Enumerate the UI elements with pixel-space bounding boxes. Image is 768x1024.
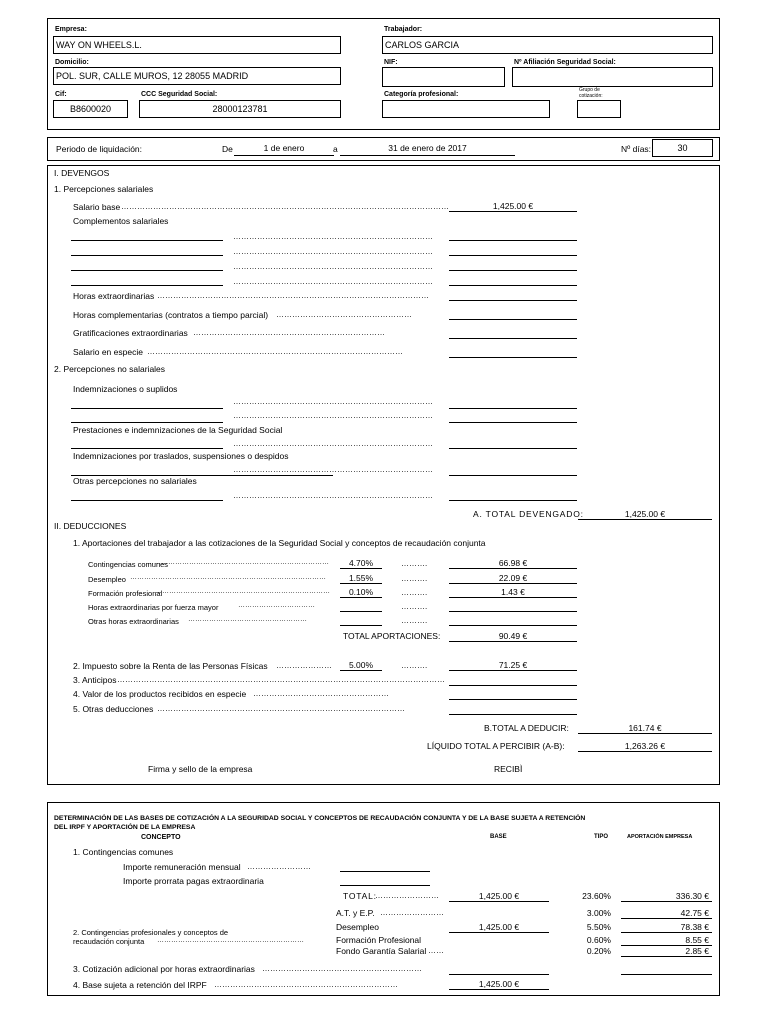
he-otras-value-line [449,625,577,626]
complemento-value-line [449,285,577,286]
total-aportaciones-label: TOTAL APORTACIONES: [343,631,441,641]
prorrata-line [340,885,430,886]
periodo-hasta-line [340,155,515,156]
desempleo-value-line [449,583,577,584]
irpf-bases-base[interactable]: 1,425.00 € [478,979,520,989]
bases-total-dots: …………………… [375,891,439,900]
total-aportaciones-line [449,641,577,642]
periodo-desde-line [234,155,334,156]
total-deducir-value[interactable]: 161.74 € [628,723,662,733]
complemento-name-line [71,240,223,241]
prorrata-label: Importe prorrata pagas extraordinaria [123,876,264,886]
periodo-a-label: a [333,144,338,154]
especie-label: Salario en especie [73,347,143,357]
bases-total-base-line [449,901,549,902]
cc-label: Contingencias comunes [88,560,169,569]
cp-label-2: recaudación conjunta [73,937,145,946]
fp-bases-tipo[interactable]: 0.60% [586,935,611,945]
horas-bases-dots: …………………………………………………… [262,964,422,973]
ccc-field[interactable]: 28000123781 [139,100,341,118]
otras-percepciones-label: Otras percepciones no salariales [73,476,197,486]
periodo-hasta[interactable]: 31 de enero de 2017 [388,143,467,153]
cp-dots: ……………………………………………………… [157,937,304,944]
grupo-label-1: Grupo de [579,87,600,93]
remuneracion-label: Importe remuneración mensual [123,862,241,872]
irpf-label: 2. Impuesto sobre la Renta de las Personas Físicas [73,661,268,671]
fp-dots: ………………………………………………………………… [155,588,330,595]
total-deducir-label: B.TOTAL A DEDUCIR: [484,723,569,733]
cc-pct-line [340,568,382,569]
cc-value[interactable]: 66.98 € [498,558,528,568]
horas-bases-base-line [449,974,549,975]
he-fuerza-dots-short: ………. [401,602,428,611]
desempleo-pct-line [340,583,382,584]
indemnizaciones-value-line [449,408,577,409]
col-concepto: CONCEPTO [141,834,181,841]
bases-total-base[interactable]: 1,425.00 € [478,891,520,901]
complemento-dots: ………………………………………………………………… [233,277,433,286]
fogasa-dots: …… [428,946,444,955]
total-devengado-label: A. TOTAL DEVENGADO: [473,509,584,519]
cif-label: Cif: [55,91,67,98]
trabajador-label: Trabajador: [384,26,423,33]
firma-label: Firma y sello de la empresa [148,764,253,774]
complementos-label: Complementos salariales [73,216,169,226]
nif-label: NIF: [384,59,398,66]
especie-dots: …………………………………………………………………………………… [147,347,403,356]
complemento-name-line [71,255,223,256]
he-otras-label: Otras horas extraordinarias [88,617,179,626]
domicilio-label: Domicilio: [55,59,89,66]
salariales-title: 1. Percepciones salariales [54,184,154,194]
irpf-bases-dots: …………………………………………………………… [214,980,398,989]
bases-title-1: DETERMINACIÓN DE LAS BASES DE COTIZACIÓN A LA SEGURIDAD SOCIAL Y CONCEPTOS DE RECAUDACIÓN CONJUNTA Y DE LA BASE SUJETA A RETENCIÓN [54,815,586,822]
salario-base-line [449,211,577,212]
desempleo-bases-tipo[interactable]: 5.50% [586,922,611,932]
at-dots: …………………… [380,908,444,917]
devengos-title: I. DEVENGOS [54,168,110,178]
remuneracion-line [340,871,430,872]
he-fuerza-value-line [449,611,577,612]
cp-label-1: 2. Contingencias profesionales y conceptos de [73,928,229,937]
irpf-dots: ………………… [276,661,332,670]
he-otras-pct-line [340,625,382,626]
periodo-desde[interactable]: 1 de enero [263,143,305,153]
desempleo-bases-label: Desempleo [336,922,379,932]
desempleo-bases-aport-line [621,932,712,933]
horas-extra-line [449,300,577,301]
afiliacion-field[interactable] [512,67,713,87]
fogasa-label: Fondo Garantía Salarial [336,946,427,956]
liquido-label: LÍQUIDO TOTAL A PERCIBIR (A-B): [427,741,565,751]
irpf-value[interactable]: 71.25 € [498,660,528,670]
irpf-bases-label: 4. Base sujeta a retención del IRPF [73,980,207,990]
total-aportaciones-value[interactable]: 90.49 € [498,631,528,641]
irpf-bases-base-line [449,989,549,990]
otras-percepciones-name-line [71,500,223,501]
anticipos-dots: …………………………………………………………………………………………………………… [117,675,445,684]
fogasa-tipo[interactable]: 0.20% [586,946,611,956]
anticipos-line [449,685,577,686]
complemento-value-line [449,255,577,256]
domicilio-field[interactable]: POL. SUR, CALLE MUROS, 12 28055 MADRID [53,67,341,85]
cc-dots: …………………………………………………………………… [147,559,329,566]
indemnizaciones-label: Indemnizaciones o suplidos [73,384,178,394]
desempleo-label: Desempleo [88,575,126,584]
periodo-de-label: De [222,144,233,154]
gratificaciones-line [449,338,577,339]
irpf-dots-short: ………. [401,661,428,670]
traslados-dots: ………………………………………………………………… [233,465,433,474]
he-fuerza-dots: …………………………… [238,602,315,609]
complemento-dots: ………………………………………………………………… [233,232,433,241]
irpf-pct[interactable]: 5.00% [348,660,374,670]
desempleo-pct[interactable]: 1.55% [348,573,374,583]
cif-field[interactable]: B8600020 [53,100,128,118]
he-otras-dots: …………………………………………… [188,616,307,623]
indemnizaciones-dots: ………………………………………………………………… [233,397,433,406]
desempleo-dots: ………………………………………………………………………… [130,574,326,581]
complemento-value-line [449,270,577,271]
cc-value-line [449,568,577,569]
ccc-label: CCC Seguridad Social: [141,91,218,98]
at-label: A.T. y E.P. [336,908,375,918]
indemnizaciones-dots: ………………………………………………………………… [233,411,433,420]
gratificaciones-label: Gratificaciones extraordinarias [73,328,188,338]
horas-compl-dots: …………………………………………… [276,310,412,319]
especie-deduccion-label: 4. Valor de los productos recibidos en especie [73,689,247,699]
at-aport[interactable]: 42.75 € [680,908,709,918]
he-fuerza-label: Horas extraordinarias por fuerza mayor [88,603,219,612]
fp-pct-line [340,597,382,598]
total-devengado-line [578,519,712,520]
especie-line [449,357,577,358]
total-devengado-value[interactable]: 1,425.00 € [624,509,666,519]
bases-total-label: TOTAL: [343,891,377,901]
salario-base-dots: …………………………………………………………………………………………………………… [121,202,449,211]
desempleo-value[interactable]: 22.09 € [498,573,528,583]
prestaciones-dots: ………………………………………………………………… [233,439,433,448]
bases-title-2: DEL IRPF Y APORTACIÓN DE LA EMPRESA [54,824,196,831]
horas-bases-aport-line [621,974,712,975]
irpf-pct-line [340,670,382,671]
salario-base-label: Salario base [73,202,121,212]
bases-total-aport-line [621,901,712,902]
gratificaciones-dots: ……………………………………………………………… [193,328,385,337]
col-aportacion: APORTACIÓN EMPRESA [627,834,693,840]
otras-percepciones-dots: ………………………………………………………………… [233,491,433,500]
fp-value[interactable]: 1.43 € [501,587,525,597]
horas-compl-label: Horas complementarias (contratos a tiempo parcial) [73,310,269,320]
fp-dots-short: ………. [401,588,428,597]
liquido-line [578,751,712,752]
bases-total-aport[interactable]: 336.30 € [675,891,709,901]
he-fuerza-pct-line [340,611,382,612]
horas-extra-label: Horas extraordinarias [73,291,155,301]
traslados-value-line [449,475,577,476]
periodo-label: Periodo de liquidación: [56,144,143,154]
total-deducir-line [578,733,712,734]
recibi-label: RECIBÌ [494,764,523,774]
otras-deducciones-line [449,714,577,715]
especie-deduccion-line [449,699,577,700]
horas-extra-dots: ………………………………………………………………………………………… [157,291,429,300]
trabajador-field[interactable]: CARLOS GARCIA [382,36,713,54]
fp-bases-aport[interactable]: 8.55 € [685,935,709,945]
complemento-name-line [71,285,223,286]
dias-field[interactable]: 30 [652,139,713,157]
bases-total-tipo[interactable]: 23.60% [582,891,611,901]
otras-deducciones-label: 5. Otras deducciones [73,704,154,714]
aportaciones-title: 1. Aportaciones del trabajador a las cotizaciones de la Seguridad Social y conceptos de recaudación conjunta [73,538,486,548]
fp-pct[interactable]: 0.10% [348,587,374,597]
deducciones-title: II. DEDUCCIONES [54,521,127,531]
traslados-label: Indemnizaciones por traslados, suspensiones o despidos [73,451,289,461]
no-salariales-title: 2. Percepciones no salariales [54,364,166,374]
fp-value-line [449,597,577,598]
prestaciones-name-line [71,448,223,449]
especie-deduccion-dots: …………………………………………… [253,689,389,698]
salario-base-value[interactable]: 1,425.00 € [492,201,534,211]
cc-dots-short: ………. [401,559,428,568]
col-tipo: TIPO [594,834,609,840]
fp-bases-label: Formación Profesional [336,935,422,945]
desempleo-bases-base-line [449,932,549,933]
desempleo-bases-aport[interactable]: 78.38 € [680,922,709,932]
complemento-dots: ………………………………………………………………… [233,247,433,256]
otras-deducciones-dots: ………………………………………………………………………………… [157,704,405,713]
complemento-dots: ………………………………………………………………… [233,262,433,271]
empresa-field[interactable]: WAY ON WHEELS.L. [53,36,341,54]
indemnizaciones-value-line [449,422,577,423]
fogasa-aport-line [621,956,712,957]
at-tipo[interactable]: 3.00% [586,908,611,918]
cc-bases-title: 1. Contingencias comunes [73,847,174,857]
cc-pct[interactable]: 4.70% [348,558,374,568]
horas-bases-label: 3. Cotización adicional por horas extraordinarias [73,964,255,974]
categoria-label: Categoría profesional: [384,91,459,98]
categoria-field[interactable] [382,100,550,118]
desempleo-dots-short: ………. [401,574,428,583]
fogasa-aport[interactable]: 2.85 € [685,946,709,956]
grupo-label-2: cotización: [579,93,603,99]
irpf-value-line [449,670,577,671]
complemento-name-line [71,270,223,271]
horas-compl-line [449,319,577,320]
he-otras-dots-short: ………. [401,616,428,625]
complemento-value-line [449,240,577,241]
nif-field[interactable] [382,67,505,87]
grupo-field[interactable] [577,100,621,118]
dias-label: Nº días: [621,144,652,154]
indemnizaciones-name-line [71,408,223,409]
liquido-value[interactable]: 1,263.26 € [624,741,666,751]
col-base: BASE [490,834,507,840]
remuneracion-dots: …………………… [247,862,311,871]
prestaciones-label: Prestaciones e indemnizaciones de la Seguridad Social [73,425,283,435]
otras-percepciones-value-line [449,500,577,501]
at-aport-line [621,918,712,919]
empresa-label: Empresa: [55,26,87,33]
anticipos-label: 3. Anticipos [73,675,117,685]
afiliacion-label: Nº Afiliación Seguridad Social: [514,59,616,66]
prestaciones-value-line [449,448,577,449]
desempleo-bases-base[interactable]: 1,425.00 € [478,922,520,932]
indemnizaciones-name-line [71,422,223,423]
fp-label: Formación profesional [88,589,163,598]
